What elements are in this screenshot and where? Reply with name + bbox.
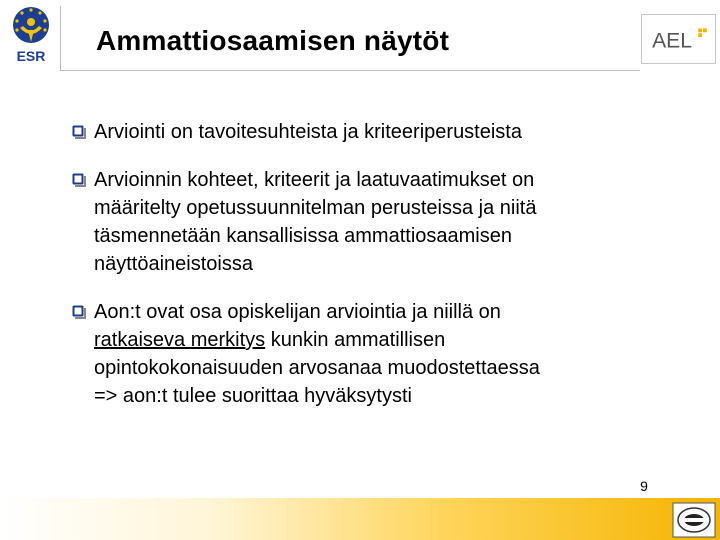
bullet-text-line: täsmennetään kansallisissa ammattiosaamisen [94,225,512,247]
checkbox-bullet-icon [72,125,86,139]
bullet-item [72,298,672,410]
esr-logo-icon [6,4,56,66]
bullet-text: Arviointi on tavoitesuhteista ja kriteeriperusteista [94,121,522,143]
bullet-text-line: näyttöaineistoissa [94,253,253,275]
bullet-text-line [94,326,672,354]
bullet-list [72,118,672,430]
bullet-text-line: Arvioinnin kohteet, kriteerit ja laatuvaatimukset on [94,169,535,191]
bullet-item [72,118,672,146]
footer-badge-icon [672,502,716,538]
bullet-text-line: opintokokonaisuuden arvosanaa muodostettaessa [94,357,540,379]
title-divider-vertical [60,6,61,70]
bullet-text-fragment: kunkin ammatillisen [265,329,446,351]
page-title: Ammattiosaamisen näytöt [96,25,450,56]
bullet-item [72,166,672,278]
ael-logo-text: AEL [652,29,693,53]
esr-logo-text: ESR [16,48,46,64]
ael-logo-icon [641,14,716,64]
underlined-phrase: ratkaiseva merkitys [94,329,266,351]
checkbox-bullet-icon [72,305,86,319]
checkbox-bullet-icon [72,173,86,187]
bullet-text-line: => aon:t tulee suorittaa hyväksytysti [94,385,412,407]
footer-bar [0,498,720,540]
bullet-text-line: määritelty opetussuunnitelman perusteissa ja niitä [94,197,537,219]
title-divider-horizontal [60,70,640,71]
page-number: 9 [640,478,648,494]
bullet-text-line: Aon:t ovat osa opiskelijan arviointia ja niillä on [94,301,501,323]
